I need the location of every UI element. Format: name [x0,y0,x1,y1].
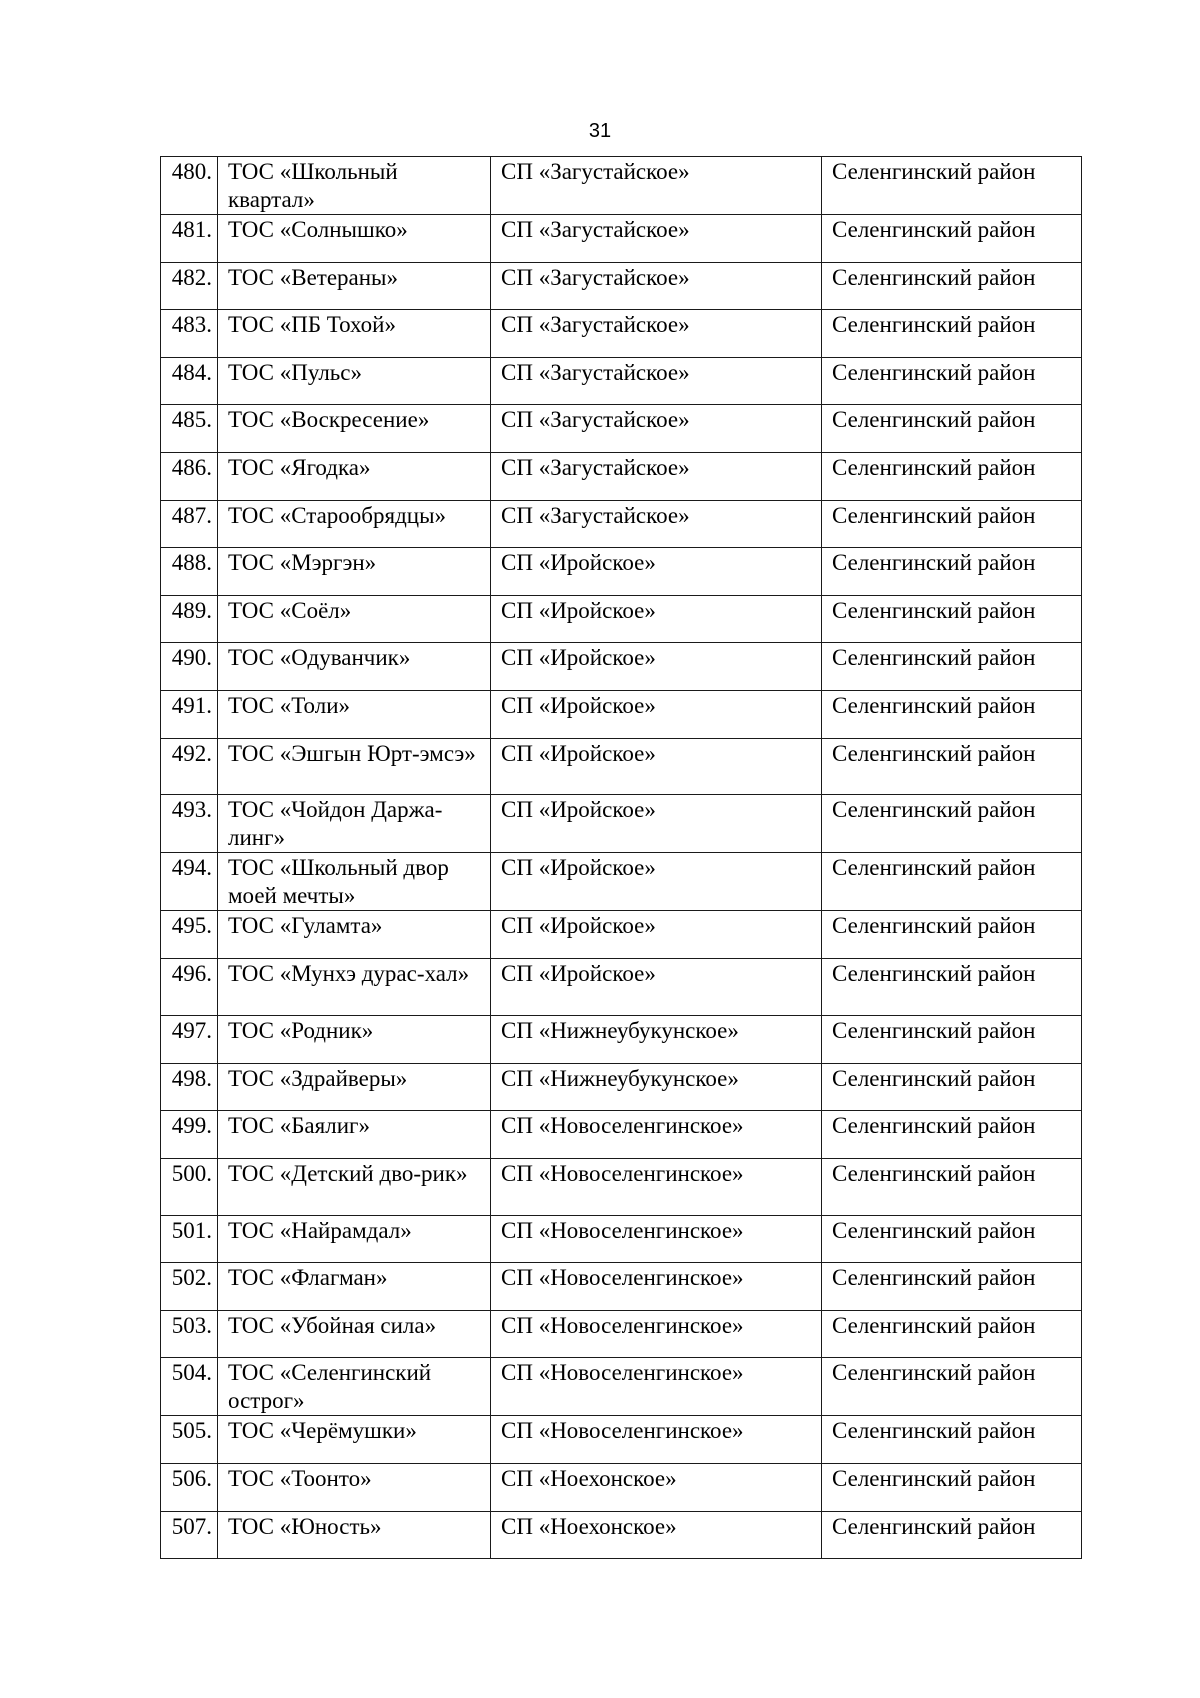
row-number: 493. [161,795,218,853]
row-number: 500. [161,1158,218,1215]
settlement-name: СП «Ноехонское» [491,1463,822,1511]
district-name: Селенгинский район [822,215,1082,263]
tos-name: ТОС «Найрамдал» [218,1215,491,1263]
row-number: 481. [161,215,218,263]
district-name: Селенгинский район [822,853,1082,911]
settlement-name: СП «Новоселенгинское» [491,1111,822,1159]
settlement-name: СП «Загустайское» [491,500,822,548]
settlement-name: СП «Новоселенгинское» [491,1310,822,1358]
row-number: 490. [161,643,218,691]
district-name: Селенгинский район [822,595,1082,643]
table-row [161,1511,1082,1559]
tos-name: ТОС «Одуванчик» [218,643,491,691]
row-number: 491. [161,690,218,738]
district-name: Селенгинский район [822,405,1082,453]
settlement-name: СП «Иройское» [491,853,822,911]
settlement-name: СП «Иройское» [491,795,822,853]
row-number: 499. [161,1111,218,1159]
district-name: Селенгинский район [822,959,1082,1016]
district-name: Селенгинский район [822,1463,1082,1511]
settlement-name: СП «Загустайское» [491,357,822,405]
district-name: Селенгинский район [822,1416,1082,1464]
district-name: Селенгинский район [822,1158,1082,1215]
settlement-name: СП «Загустайское» [491,262,822,310]
table-row [161,738,1082,795]
tos-name: ТОС «Баялиг» [218,1111,491,1159]
table-row [161,1416,1082,1464]
settlement-name: СП «Загустайское» [491,215,822,263]
table-row [161,595,1082,643]
district-name: Селенгинский район [822,690,1082,738]
row-number: 489. [161,595,218,643]
district-name: Селенгинский район [822,452,1082,500]
district-name: Селенгинский район [822,1015,1082,1063]
tos-name: ТОС «Гуламта» [218,911,491,959]
settlement-name: СП «Загустайское» [491,310,822,358]
registry-table [160,156,1082,1559]
row-number: 488. [161,548,218,596]
table-row [161,310,1082,358]
page-number: 31 [588,120,612,142]
district-name: Селенгинский район [822,738,1082,795]
table-row [161,1263,1082,1311]
district-name: Селенгинский район [822,1063,1082,1111]
tos-name: ТОС «Юность» [218,1511,491,1559]
table-row [161,500,1082,548]
row-number: 486. [161,452,218,500]
settlement-name: СП «Загустайское» [491,405,822,453]
district-name: Селенгинский район [822,1310,1082,1358]
settlement-name: СП «Новоселенгинское» [491,1416,822,1464]
row-number: 507. [161,1511,218,1559]
tos-name: ТОС «ПБ Тохой» [218,310,491,358]
row-number: 497. [161,1015,218,1063]
row-number: 487. [161,500,218,548]
district-name: Селенгинский район [822,643,1082,691]
row-number: 506. [161,1463,218,1511]
settlement-name: СП «Ноехонское» [491,1511,822,1559]
row-number: 502. [161,1263,218,1311]
row-number: 482. [161,262,218,310]
tos-name: ТОС «Убойная сила» [218,1310,491,1358]
row-number: 505. [161,1416,218,1464]
table-row [161,1158,1082,1215]
tos-name: ТОС «Толи» [218,690,491,738]
tos-name: ТОС «Флагман» [218,1263,491,1311]
row-number: 484. [161,357,218,405]
tos-name: ТОС «Селенгинский острог» [218,1358,491,1416]
row-number: 498. [161,1063,218,1111]
settlement-name: СП «Загустайское» [491,157,822,215]
settlement-name: СП «Новоселенгинское» [491,1263,822,1311]
tos-name: ТОС «Мунхэ дурас-хал» [218,959,491,1016]
tos-name: ТОС «Ягодка» [218,452,491,500]
row-number: 495. [161,911,218,959]
district-name: Селенгинский район [822,548,1082,596]
district-name: Селенгинский район [822,1263,1082,1311]
table-row [161,548,1082,596]
settlement-name: СП «Иройское» [491,548,822,596]
table-row [161,405,1082,453]
district-name: Селенгинский район [822,1511,1082,1559]
row-number: 492. [161,738,218,795]
district-name: Селенгинский район [822,310,1082,358]
row-number: 501. [161,1215,218,1263]
row-number: 494. [161,853,218,911]
tos-name: ТОС «Чойдон Даржа-линг» [218,795,491,853]
table-row [161,452,1082,500]
table-row [161,911,1082,959]
row-number: 504. [161,1358,218,1416]
row-number: 496. [161,959,218,1016]
table-row [161,1310,1082,1358]
row-number: 480. [161,157,218,215]
table-row [161,1358,1082,1416]
district-name: Селенгинский район [822,1358,1082,1416]
row-number: 485. [161,405,218,453]
district-name: Селенгинский район [822,262,1082,310]
table-row [161,1111,1082,1159]
tos-name: ТОС «Школьный двор моей мечты» [218,853,491,911]
tos-name: ТОС «Пульс» [218,357,491,405]
tos-name: ТОС «Воскресение» [218,405,491,453]
table-row [161,1015,1082,1063]
district-name: Селенгинский район [822,357,1082,405]
settlement-name: СП «Новоселенгинское» [491,1158,822,1215]
settlement-name: СП «Новоселенгинское» [491,1358,822,1416]
settlement-name: СП «Нижнеубукунское» [491,1015,822,1063]
settlement-name: СП «Иройское» [491,959,822,1016]
tos-name: ТОС «Здрайверы» [218,1063,491,1111]
tos-name: ТОС «Детский дво-рик» [218,1158,491,1215]
row-number: 483. [161,310,218,358]
table-row [161,959,1082,1016]
district-name: Селенгинский район [822,795,1082,853]
settlement-name: СП «Иройское» [491,738,822,795]
settlement-name: СП «Иройское» [491,911,822,959]
settlement-name: СП «Нижнеубукунское» [491,1063,822,1111]
tos-name: ТОС «Школьный квартал» [218,157,491,215]
registry-table-body [161,157,1082,1559]
tos-name: ТОС «Соёл» [218,595,491,643]
table-row [161,357,1082,405]
tos-name: ТОС «Родник» [218,1015,491,1063]
district-name: Селенгинский район [822,911,1082,959]
tos-name: ТОС «Эшгын Юрт-эмсэ» [218,738,491,795]
table-row [161,690,1082,738]
row-number: 503. [161,1310,218,1358]
settlement-name: СП «Новоселенгинское» [491,1215,822,1263]
table-row [161,1215,1082,1263]
table-row [161,262,1082,310]
table-row [161,643,1082,691]
table-row [161,1063,1082,1111]
table-row [161,795,1082,853]
settlement-name: СП «Загустайское» [491,452,822,500]
district-name: Селенгинский район [822,1215,1082,1263]
tos-name: ТОС «Солнышко» [218,215,491,263]
district-name: Селенгинский район [822,157,1082,215]
table-row [161,157,1082,215]
table-row [161,215,1082,263]
tos-name: ТОС «Старообрядцы» [218,500,491,548]
table-row [161,853,1082,911]
tos-name: ТОС «Тоонто» [218,1463,491,1511]
tos-name: ТОС «Мэргэн» [218,548,491,596]
district-name: Селенгинский район [822,500,1082,548]
table-row [161,1463,1082,1511]
settlement-name: СП «Иройское» [491,690,822,738]
district-name: Селенгинский район [822,1111,1082,1159]
settlement-name: СП «Иройское» [491,595,822,643]
tos-name: ТОС «Черёмушки» [218,1416,491,1464]
tos-name: ТОС «Ветераны» [218,262,491,310]
settlement-name: СП «Иройское» [491,643,822,691]
